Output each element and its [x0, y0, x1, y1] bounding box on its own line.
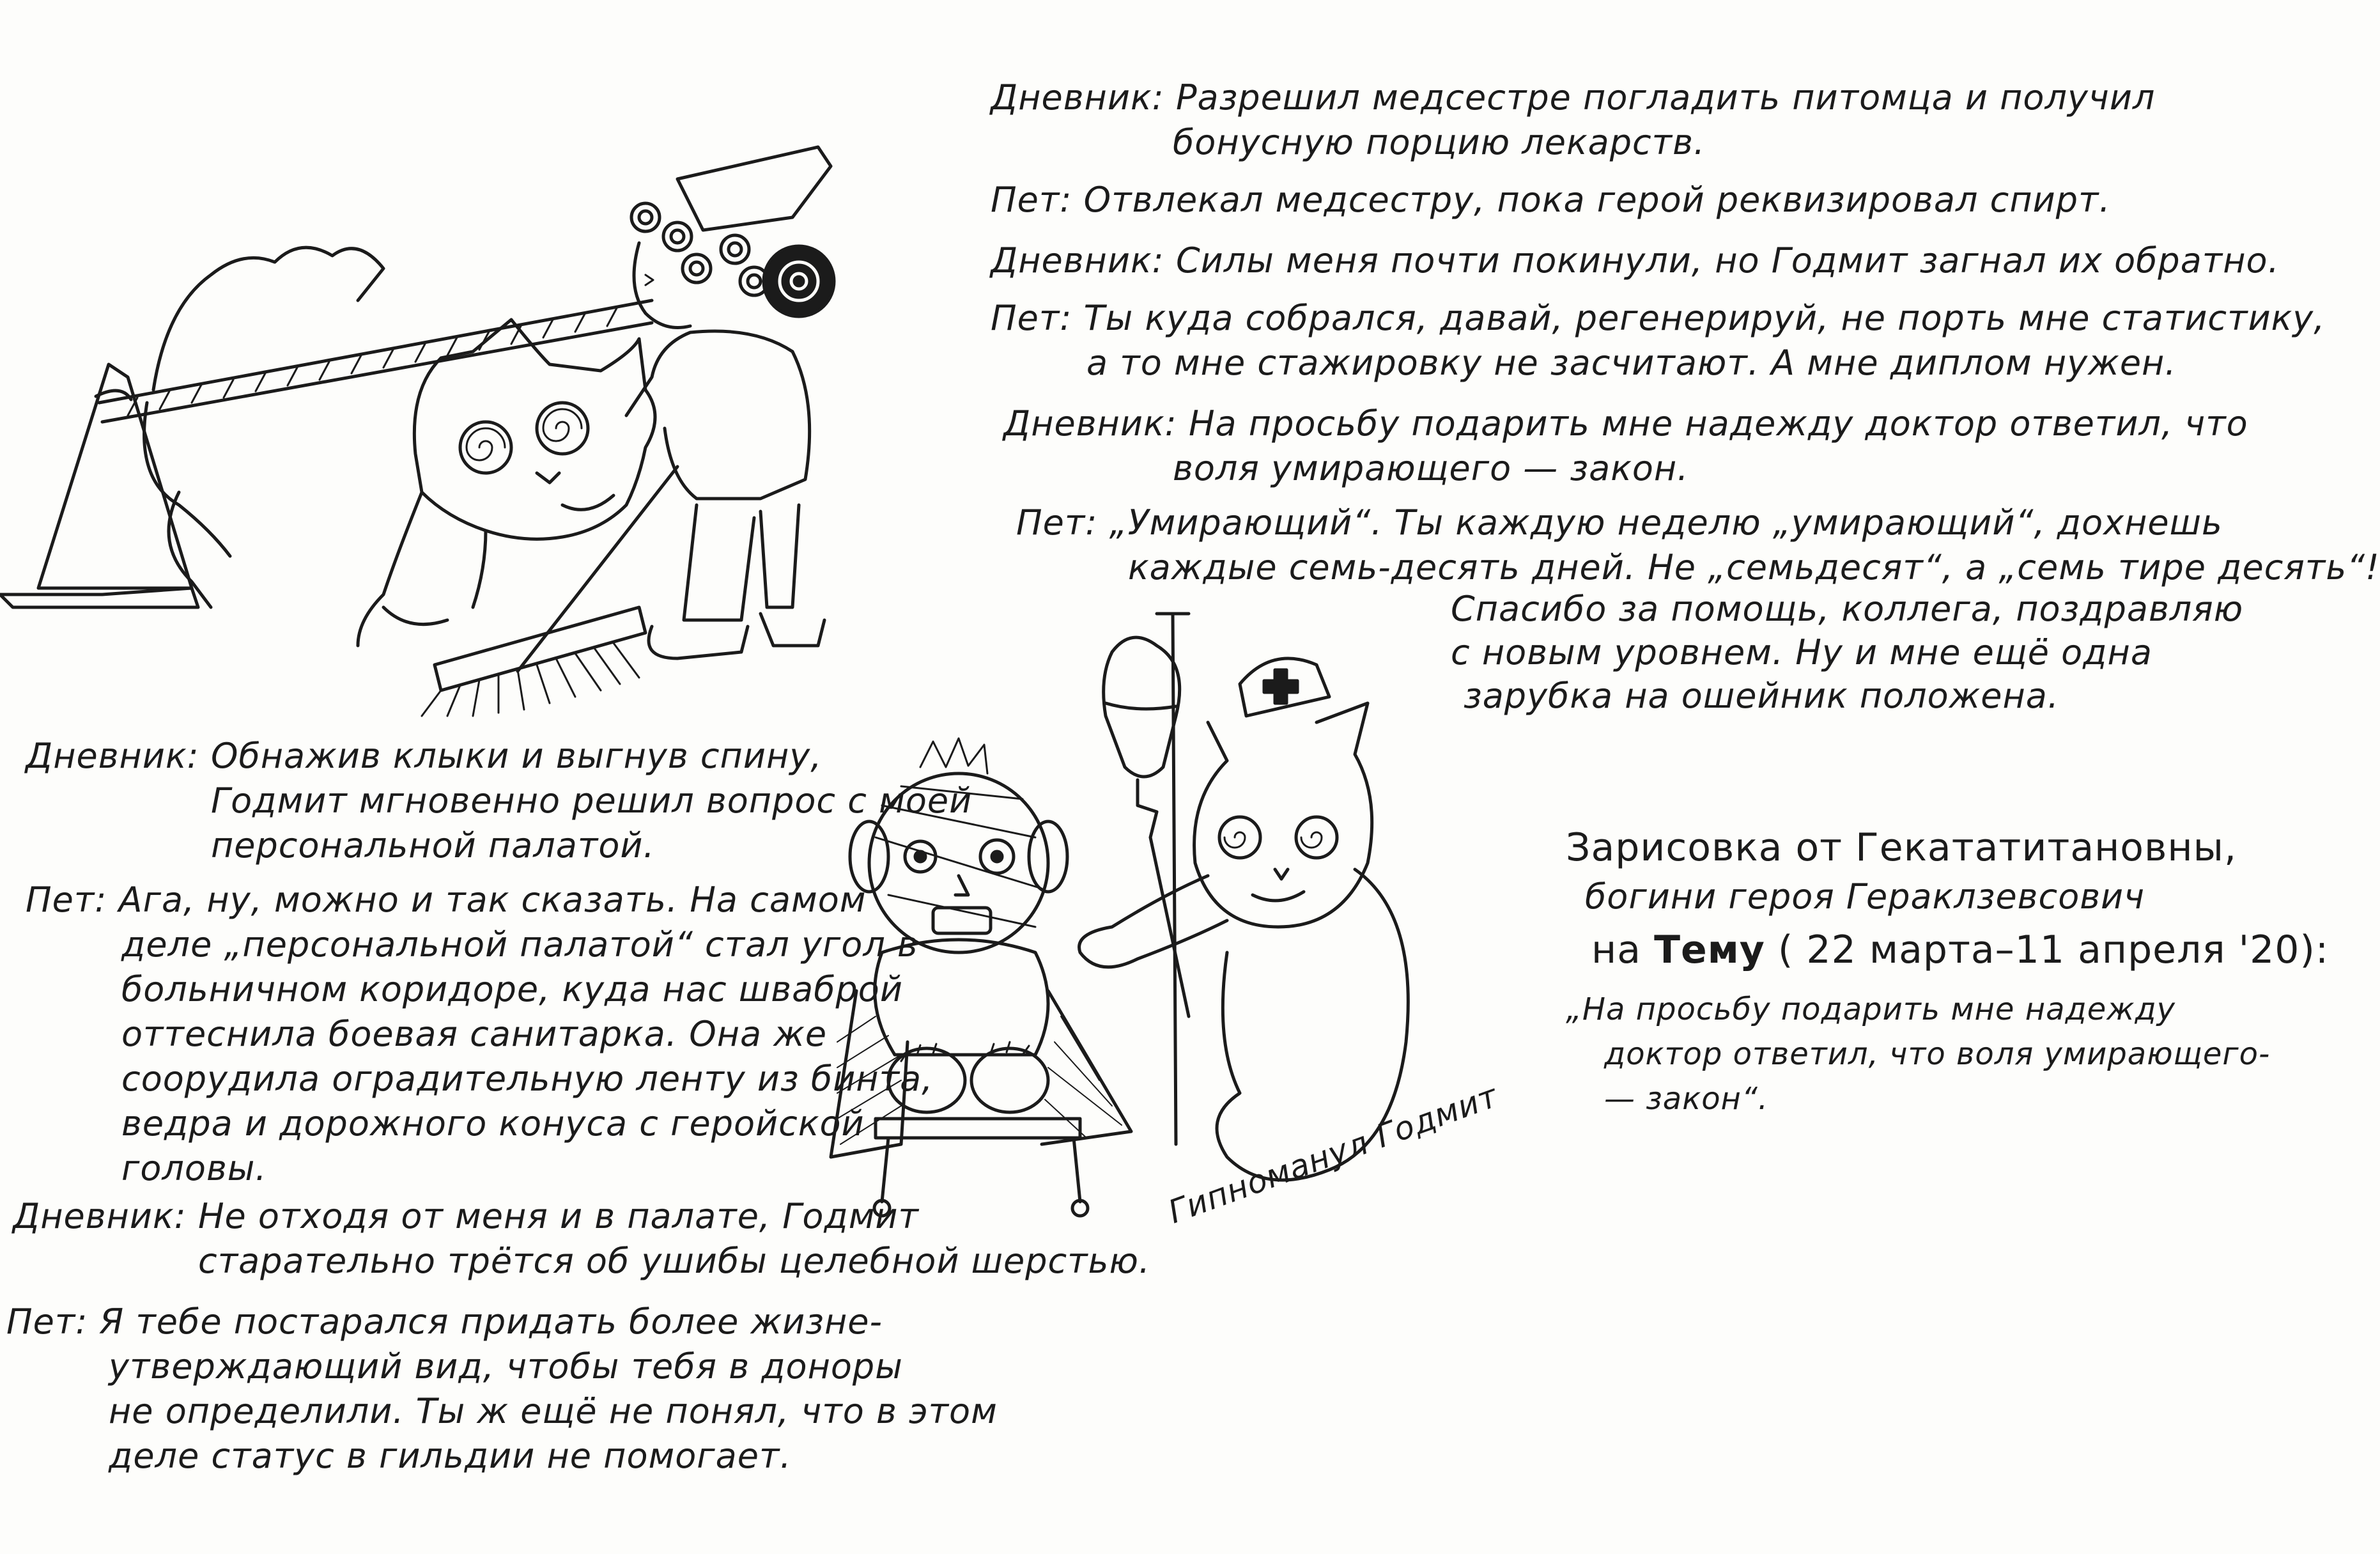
- speaker-label: Пет:: [1016, 502, 1098, 543]
- entry-diary-3: [1003, 403, 2248, 445]
- entry-diary-4: [26, 735, 822, 777]
- caption-quote-line: доктор ответил, что воля умирающего-: [1604, 1036, 2271, 1072]
- entry-line: а то мне стажировку не засчитают. А мне диплом нужен.: [1086, 343, 2177, 383]
- entry-line: головы.: [121, 1148, 267, 1188]
- entry-line: Я тебе постарался придать более жизне-: [99, 1301, 883, 1342]
- entry-line: больничном коридоре, куда нас шваброй: [121, 969, 903, 1009]
- entry-line: зарубка на ошейник положена.: [1464, 676, 2060, 716]
- entry-line: деле статус в гильдии не помогает.: [109, 1436, 792, 1476]
- speaker-label: Дневник:: [13, 1196, 187, 1236]
- entry-line: На просьбу подарить мне надежду доктор ответил, что: [1188, 403, 2248, 444]
- iv-pole: [1157, 614, 1189, 1144]
- speaker-label: Дневник:: [26, 736, 199, 776]
- entry-line: Обнажив клыки и выгнув спину,: [210, 736, 823, 776]
- speaker-label: Дневник:: [991, 240, 1164, 281]
- entry-line: бонусную порцию лекарств.: [1173, 122, 1706, 162]
- caption-line-1: Зарисовка от Гекататитановны,: [1566, 825, 2237, 870]
- speaker-label: Пет:: [991, 180, 1072, 220]
- speaker-label: Пет:: [991, 298, 1072, 338]
- entry-pet-2: [991, 297, 2325, 339]
- entry-line: Ты куда собрался, давай, регенерируй, не порть мне статистику,: [1083, 298, 2326, 338]
- entry-pet-1: [991, 179, 2111, 221]
- medical-cross-icon: [1264, 670, 1297, 703]
- speaker-label: Дневник:: [1003, 403, 1177, 444]
- entry-line: каждые семь-десять дней. Не „семьдесят“, а „семь тире десять“!: [1128, 547, 2380, 587]
- speaker-label: Дневник:: [991, 77, 1164, 118]
- entry-line: не определили. Ты ж ещё не понял, что в этом: [109, 1391, 998, 1431]
- entry-line: Отвлекал медсестру, пока герой реквизировал спирт.: [1083, 180, 2111, 220]
- entry-diary-1: [991, 77, 2155, 119]
- entry-line: Годмит мгновенно решил вопрос с моей: [211, 781, 973, 821]
- caption-line-2: богини героя Гераклзевсович: [1585, 876, 2145, 917]
- entry-line: оттеснила боевая санитарка. Она же: [121, 1014, 828, 1054]
- speaker-label: Пет:: [6, 1301, 88, 1342]
- entry-line: воля умирающего — закон.: [1173, 448, 1689, 488]
- entry-pet-5: [6, 1301, 883, 1343]
- entry-diary-5: [13, 1195, 919, 1238]
- caption-dates: ( 22 марта–11 апреля '20):: [1777, 928, 2330, 972]
- nurse-cat: [1079, 658, 1409, 1180]
- speaker-label: Пет:: [26, 880, 107, 920]
- entry-diary-2: [991, 240, 2280, 282]
- hair-bun: [764, 246, 834, 316]
- entry-line: утверждающий вид, чтобы тебя в доноры: [109, 1346, 903, 1387]
- caption-line-3: [1591, 927, 2329, 974]
- entry-line: соорудила оградительную ленту из бинта,: [121, 1059, 934, 1099]
- caption-quote-line: „На просьбу подарить мне надежду: [1566, 991, 2176, 1027]
- entry-line: с новым уровнем. Ну и мне ещё одна: [1451, 632, 2152, 672]
- entry-line: Разрешил медсестре погладить питомца и получил: [1175, 77, 2156, 118]
- nurse-and-cat-scene: [0, 147, 703, 722]
- entry-line: „Умирающий“. Ты каждую неделю „умирающий“, дохнешь: [1109, 502, 2223, 543]
- entry-line: ведра и дорожного конуса с геройской: [121, 1103, 865, 1144]
- caption-prefix: на: [1591, 928, 1641, 972]
- entry-line: Силы меня почти покинули, но Годмит загнал их обратно.: [1175, 240, 2280, 281]
- traffic-cone-icon: [0, 364, 198, 607]
- entry-line: Не отходя от меня и в палате, Годмит: [197, 1196, 919, 1236]
- caption-quote-line: — закон“.: [1604, 1081, 1769, 1117]
- entry-line: деле „персональной палатой“ стал угол в: [121, 924, 918, 965]
- entry-line: старательно трётся об ушибы целебной шерстью.: [198, 1241, 1151, 1281]
- nurse-hat: [677, 147, 831, 230]
- entry-line: Ага, ну, можно и так сказать. На самом: [118, 880, 867, 920]
- fluffy-cat-silhouette: [144, 247, 383, 556]
- iv-bag-icon: [1104, 637, 1189, 1016]
- entry-line: персональной палатой.: [211, 825, 655, 866]
- entry-pet-4: [26, 879, 866, 921]
- caption-topic: Тему: [1654, 928, 1765, 972]
- entry-line: Спасибо за помощь, коллега, поздравляю: [1451, 589, 2244, 629]
- cat-name-label: Гипноманул Годмит: [1163, 1076, 1503, 1231]
- entry-pet-3: [1016, 502, 2223, 544]
